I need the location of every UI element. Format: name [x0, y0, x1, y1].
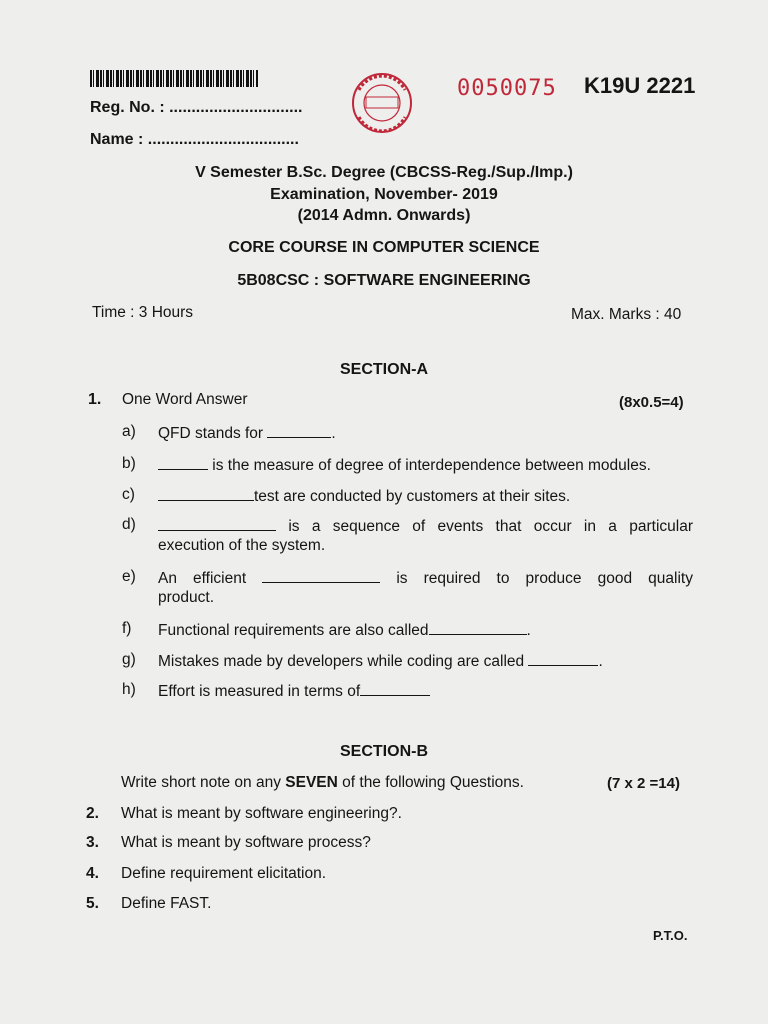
answer-blank [528, 651, 598, 666]
section-b-marks: (7 x 2 =14) [607, 775, 680, 792]
item-text-before: An efficient [158, 570, 263, 587]
item-text [158, 681, 430, 701]
question-number: 5. [86, 895, 99, 912]
answer-blank [267, 423, 331, 438]
item-text [158, 455, 651, 475]
answer-blank [429, 620, 527, 635]
item-label: b) [122, 455, 136, 472]
item-text [158, 651, 603, 671]
title-line-3: (2014 Admn. Onwards) [297, 207, 471, 224]
section-a-heading: SECTION-A [340, 361, 428, 378]
question-text: Define FAST. [121, 895, 212, 912]
answer-blank [158, 455, 208, 470]
item-text-continued: product. [158, 589, 215, 606]
question-number: 4. [86, 865, 99, 882]
question-number: 2. [86, 805, 99, 822]
barcode [90, 70, 258, 87]
question-number: 1. [88, 391, 102, 408]
item-text [158, 516, 693, 536]
question-text: Define requirement elicitation. [121, 865, 327, 882]
answer-blank [262, 568, 380, 583]
item-text-after: . [598, 653, 603, 670]
item-text-after: . [331, 425, 336, 442]
item-label: d) [122, 516, 136, 533]
course-title: CORE COURSE IN COMPUTER SCIENCE [228, 239, 540, 256]
question-marks: (8x0.5=4) [619, 394, 684, 411]
item-text-after: is a sequence of events that occur in a particular [276, 518, 693, 535]
section-b-heading: SECTION-B [340, 743, 428, 760]
item-text [158, 620, 531, 640]
answer-blank [158, 486, 254, 501]
answer-blank [158, 516, 276, 531]
title-line-2: Examination, November- 2019 [270, 186, 498, 203]
time-label: Time : 3 Hours [92, 304, 194, 321]
paper-title: 5B08CSC : SOFTWARE ENGINEERING [237, 272, 531, 289]
instr-after: of the following Questions. [337, 774, 524, 791]
item-label: e) [122, 568, 136, 585]
question-number: 3. [86, 834, 99, 851]
instr-bold: SEVEN [285, 774, 338, 791]
item-text-before: Functional requirements are also called [158, 622, 429, 639]
item-text-after: is required to produce good quality [380, 570, 693, 587]
question-text: One Word Answer [122, 391, 248, 408]
item-label: g) [122, 651, 136, 668]
question-text: What is meant by software process? [121, 834, 371, 851]
item-text-after: test are conducted by customers at their sites. [254, 488, 571, 505]
section-b-instructions [121, 774, 524, 792]
reg-no-field: Reg. No. : .............................. [90, 99, 303, 116]
instr-before: Write short note on any [121, 774, 286, 791]
item-label: a) [122, 423, 136, 440]
question-text: What is meant by software engineering?. [121, 805, 402, 822]
item-text [158, 486, 570, 506]
serial-number: 0050075 [457, 76, 557, 101]
item-text-before: Mistakes made by developers while coding are called [158, 653, 529, 670]
item-label: h) [122, 681, 136, 698]
item-text-after: is the measure of degree of interdependence between modules. [208, 457, 651, 474]
pto-label: P.T.O. [653, 928, 688, 943]
paper-code: K19U 2221 [584, 73, 696, 98]
item-text-before: QFD stands for [158, 425, 268, 442]
answer-blank [360, 681, 430, 696]
item-text-continued: execution of the system. [158, 537, 326, 554]
item-text-after: . [526, 622, 531, 639]
max-marks-label: Max. Marks : 40 [571, 306, 682, 323]
item-text [158, 568, 693, 588]
name-field: Name : .................................. [90, 131, 299, 148]
library-seal [345, 70, 419, 136]
item-label: c) [122, 486, 135, 503]
item-text-before: Effort is measured in terms of [158, 683, 361, 700]
title-line-1: V Semester B.Sc. Degree (CBCSS-Reg./Sup./Imp.) [195, 164, 573, 181]
item-text [158, 423, 336, 443]
item-label: f) [122, 620, 132, 637]
